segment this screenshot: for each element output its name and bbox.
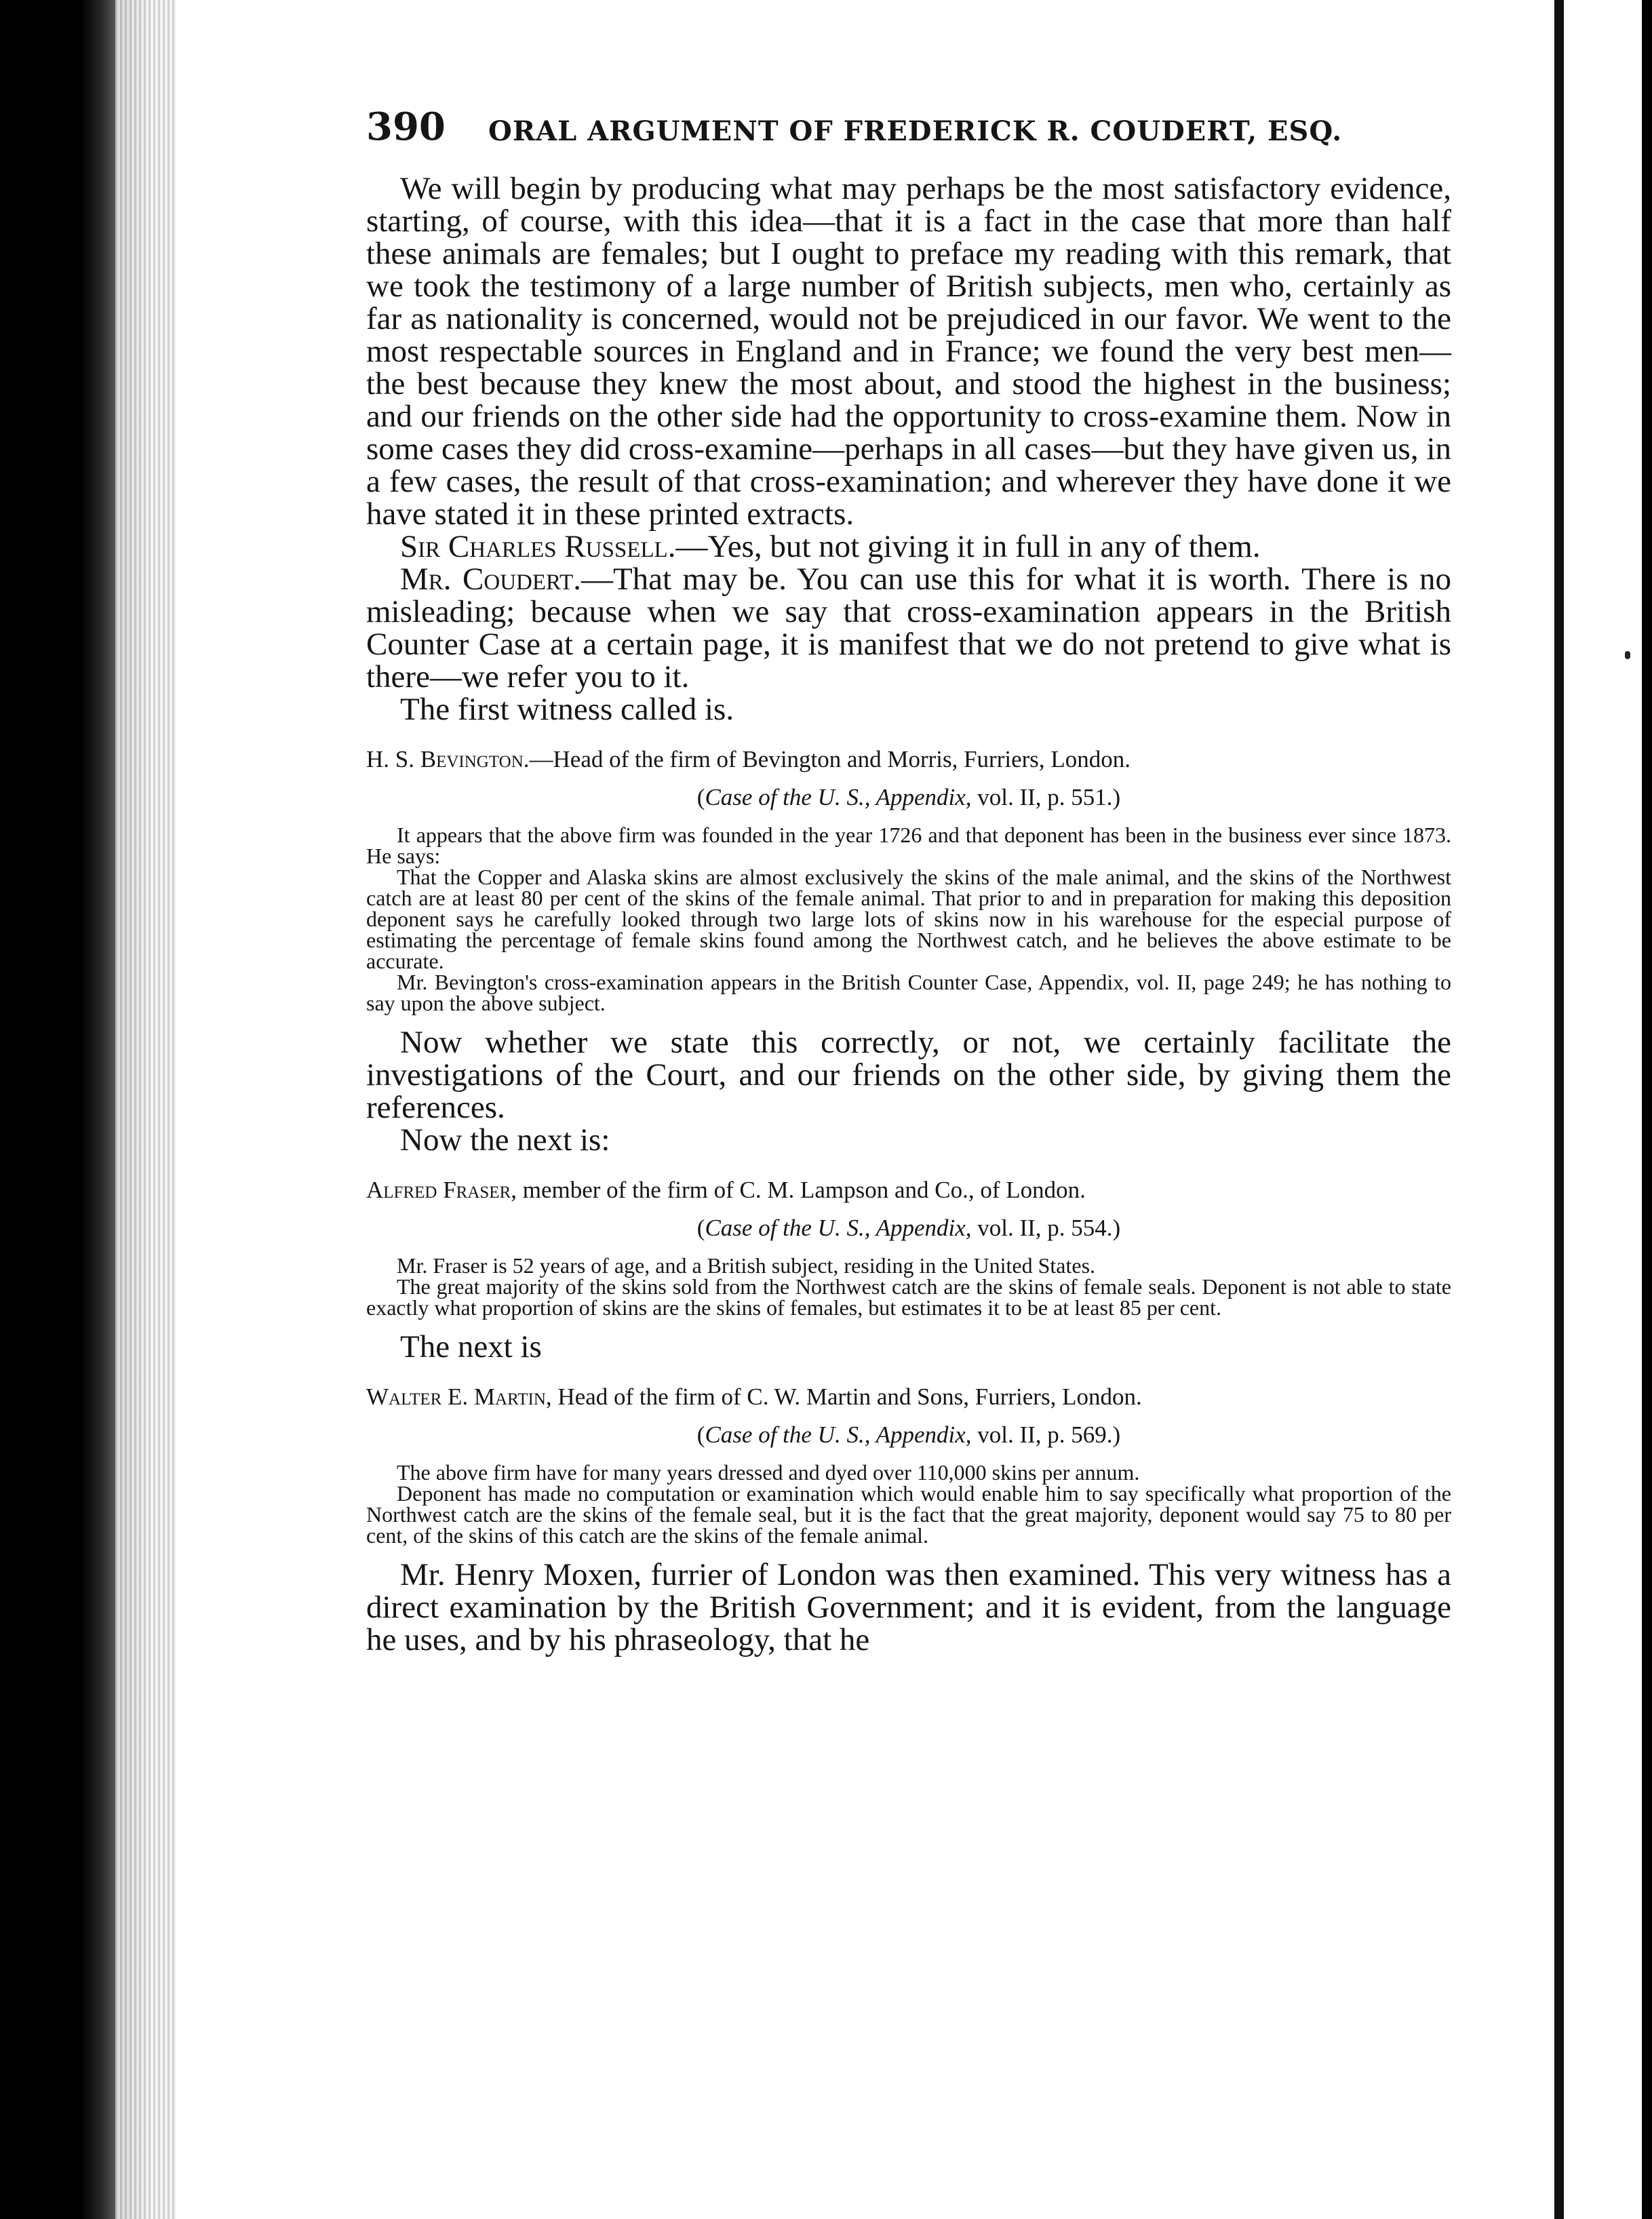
margin-mark <box>1625 651 1630 659</box>
citation-case: Case of the U. S., Appendix, <box>705 1421 972 1448</box>
citation-case: Case of the U. S., Appendix, <box>705 784 972 810</box>
extract-paragraph: Mr. Bevington's cross-examination appears in the British Counter Case, Appendix, vol. II, page 249; he has nothing to say upon the above subject. <box>366 970 1451 1015</box>
witness-description: Head of the firm of C. W. Martin and Sons, Furriers, London. <box>551 1383 1142 1410</box>
page-number: 390 <box>366 104 446 149</box>
russell-remark: —Yes, but not giving it in full in any of them. <box>675 529 1261 564</box>
citation-bevington: (Case of the U. S., Appendix, vol. II, p. 551.) <box>696 784 1121 810</box>
paragraph-coudert <box>366 563 1451 693</box>
witness-heading-bevington <box>366 745 1451 774</box>
extract-paragraph: The above firm have for many years dressed and dyed over 110,000 skins per annum. <box>397 1460 1140 1485</box>
citation-case: Case of the U. S., Appendix, <box>705 1215 972 1241</box>
paragraph-facilitate: Now whether we state this correctly, or not, we certainly facilitate the investigations of the Court, and our friends on the other side, by giving them the references. <box>366 1025 1451 1125</box>
witness-name: Walter E. Martin, <box>366 1383 552 1410</box>
extract-paragraph: Deponent has made no computation or examination which would enable him to say specifically what proportion of the Northwest catch are the skins of the female seal, but it is the fact that the great majority, deponent would say 75 to 80 per cent, of the skins of this catch are the skins of the female animal. <box>366 1481 1451 1548</box>
citation-martin: (Case of the U. S., Appendix, vol. II, p. 569.) <box>696 1421 1121 1448</box>
extract-paragraph: It appears that the above firm was founded in the year 1726 and that deponent has been in the business ever since 1873. He says: <box>366 823 1451 868</box>
witness-heading-fraser <box>366 1175 1451 1205</box>
paragraph-next: Now the next is: <box>400 1122 610 1158</box>
citation-ref: vol. II, p. 569. <box>971 1421 1113 1448</box>
paragraph-russell <box>366 530 1451 563</box>
witness-description: —Head of the firm of Bevington and Morris, Furriers, London. <box>529 746 1131 772</box>
page-stack-edges <box>115 0 176 2219</box>
citation-fraser: (Case of the U. S., Appendix, vol. II, p. 554.) <box>696 1215 1121 1241</box>
extract-martin <box>366 1462 1451 1546</box>
running-head-title: ORAL ARGUMENT OF FREDERICK R. COUDERT, ESQ. <box>488 115 1343 147</box>
witness-name: Alfred Fraser, <box>366 1177 517 1203</box>
scan-right-edge <box>1642 0 1652 2219</box>
witness-name: H. S. Bevington. <box>366 746 530 772</box>
extract-fraser <box>366 1255 1451 1318</box>
paragraph-moxen: Mr. Henry Moxen, furrier of London was then examined. This very witness has a direct examination by the British Government; and it is evident, from the language he uses, and by his phraseology, that he <box>366 1557 1451 1657</box>
extract-paragraph: Mr. Fraser is 52 years of age, and a British subject, residing in the United States. <box>397 1253 1096 1278</box>
speaker-russell: Sir Charles Russell. <box>400 529 676 564</box>
witness-description: member of the firm of C. M. Lampson and Co., of London. <box>517 1177 1086 1203</box>
citation-ref: vol. II, p. 551. <box>971 784 1113 810</box>
extract-paragraph: That the Copper and Alaska skins are almost exclusively the skins of the male animal, and the skins of the Northwest catch are at least 80 per cent of the skins of the female animal. That prior to and in preparation for making this deposition deponent says he carefully looked through two large lots of skins now in his warehouse for the especial purpose of estimating the percentage of female skins found among the Northwest catch, and he believes the above estimate to be accurate. <box>366 865 1451 973</box>
book-page <box>366 102 1451 1656</box>
paragraph-next-is: The next is <box>400 1329 542 1364</box>
witness-heading-martin <box>366 1382 1451 1412</box>
paragraph-first-witness: The first witness called is. <box>400 692 734 727</box>
paragraph-opening: We will begin by producing what may perhaps be the most satisfactory evidence, starting, of course, with this idea—that it is a fact in the case that more than half these animals are females; but I ought to preface my reading with this remark, that we took the testimony of a large number of British subjects, men who, certainly as far as nationality is concerned, would not be prejudiced in our favor. We went to the most respectable sources in England and in France; we found the very best men—the best because they knew the most about, and stood the highest in the business; and our friends on the other side had the opportunity to cross-examine them. Now in some cases they did cross-examine—perhaps in all cases—but they have given us, in a few cases, the result of that cross-examination; and wherever they have done it we have stated it in these printed extracts. <box>366 171 1451 532</box>
citation-ref: vol. II, p. 554. <box>971 1215 1113 1241</box>
extract-bevington <box>366 825 1451 1014</box>
speaker-coudert: Mr. Coudert. <box>400 562 581 597</box>
extract-paragraph: The great majority of the skins sold from the Northwest catch are the skins of female seals. Deponent is not able to state exactly what proportion of skins are the skins of females, but estimates it to be at least 85 per cent. <box>366 1274 1451 1320</box>
running-head <box>366 102 1451 156</box>
coudert-remark: —That may be. You can use this for what it is worth. There is no misleading; because when we say that cross-examination appears in the British Counter Case at a certain page, it is manifest that we do not pretend to give what is there—we refer you to it. <box>366 562 1451 694</box>
scan-right-gutter <box>1554 0 1564 2219</box>
